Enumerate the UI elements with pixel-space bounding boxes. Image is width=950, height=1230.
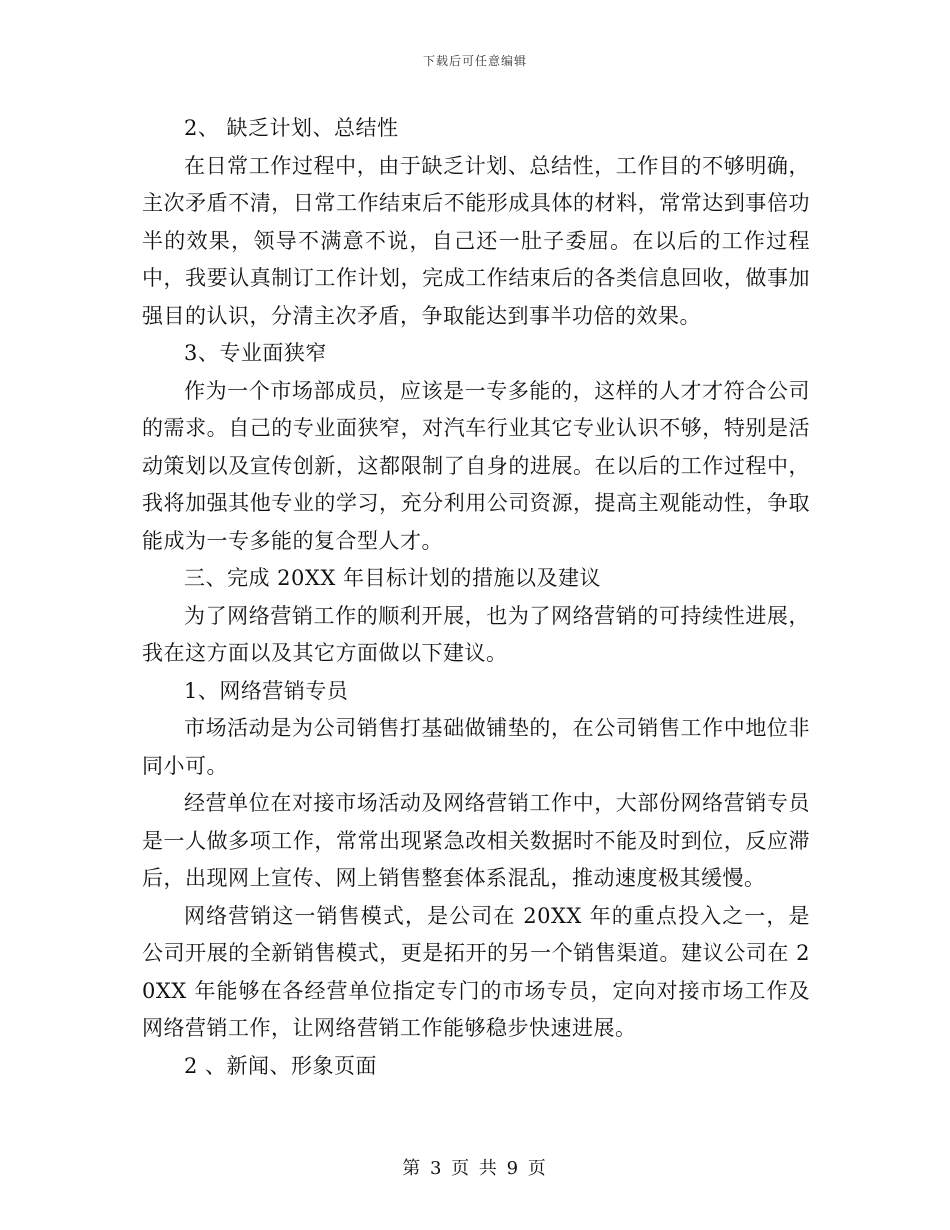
paragraph: 作为一个市场部成员，应该是一专多能的，这样的人才才符合公司的需求。自己的专业面狭窄，对汽车行业其它专业认识不够，特别是活动策划以及宣传创新，这都限制了自身的进展。在以后的工作过程中，我将加强其他专业的学习，充分利用公司资源，提高主观能动性，争取能成为一专多能的复合型人才。 [142, 378, 810, 553]
section-heading: 3、专业面狭窄 [184, 341, 327, 365]
paragraph: 为了网络营销工作的顺利开展，也为了网络营销的可持续性进展，我在这方面以及其它方面做以下建议。 [142, 603, 810, 665]
document-body [142, 110, 810, 1085]
section-heading: 2 、新闻、形象页面 [184, 1053, 378, 1078]
header-note: 下载后可任意编辑 [422, 54, 527, 68]
paragraph: 网络营销这一销售模式，是公司在 20XX 年的重点投入之一，是公司开展的全新销售模式，更是拓开的另一个销售渠道。建议公司在 20XX 年能够在各经营单位指定专门的市场专员，定向对接市场工作及网络营销工作，让网络营销工作能够稳步快速进展。 [142, 903, 810, 1040]
paragraph: 经营单位在对接市场活动及网络营销工作中，大部份网络营销专员是一人做多项工作，常常出现紧急改相关数据时不能及时到位，反应滞后，出现网上宣传、网上销售整套体系混乱，推动速度极其缓慢。 [142, 791, 810, 890]
page-number-footer: 第 3 页 共 9 页 [402, 1158, 548, 1179]
section-heading: 2、 缺乏计划、总结性 [184, 116, 399, 140]
section-heading: 三、完成 20XX 年目标计划的措施以及建议 [184, 566, 601, 590]
paragraph: 在日常工作过程中，由于缺乏计划、总结性，工作目的不够明确，主次矛盾不清，日常工作结束后不能形成具体的材料，常常达到事倍功半的效果，领导不满意不说，自己还一肚子委屈。在以后的工作过程中，我要认真制订工作计划，完成工作结束后的各类信息回收，做事加强目的认识，分清主次矛盾，争取能达到事半功倍的效果。 [142, 153, 810, 328]
paragraph: 市场活动是为公司销售打基础做铺垫的，在公司销售工作中地位非同小可。 [142, 716, 810, 778]
section-heading: 1、网络营销专员 [184, 678, 349, 703]
